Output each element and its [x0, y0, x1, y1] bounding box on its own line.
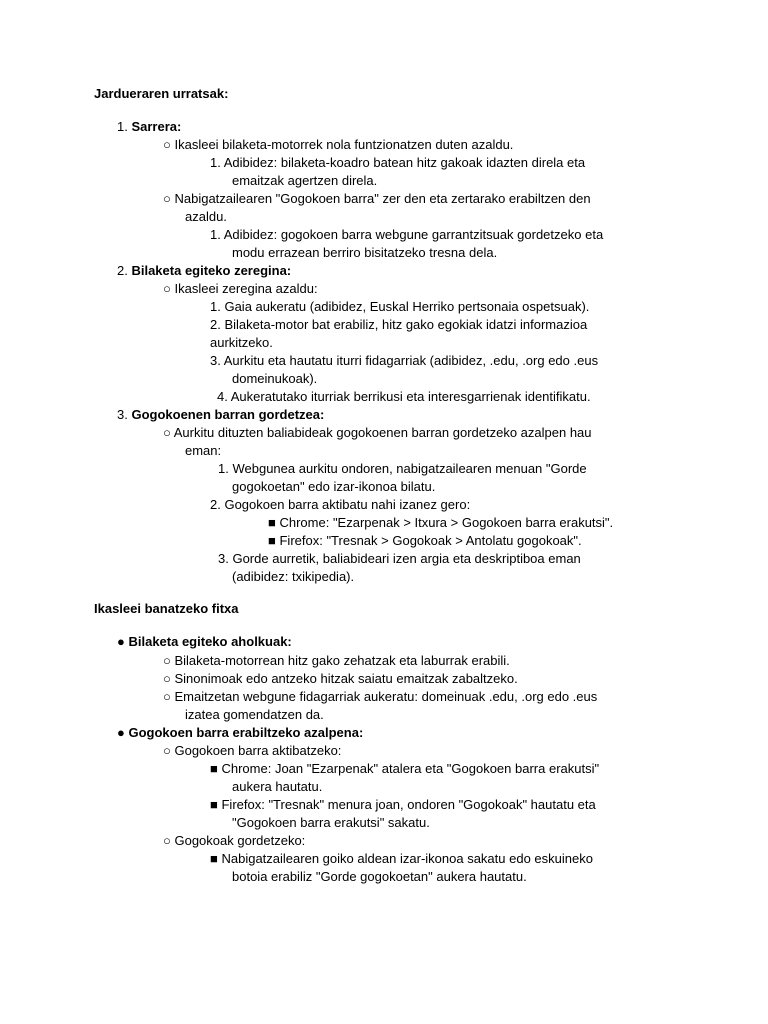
list-item-text: Adibidez: gogokoen barra webgune garrantzitsuak gordetzeko eta: [223, 227, 604, 242]
handout-line: [163, 742, 341, 760]
handout-line: [210, 850, 593, 868]
list-marker: ○: [163, 743, 171, 758]
list-item-text: modu errazean berriro bisitatzeko tresna dela.: [232, 245, 498, 260]
list-item-text: aurkitzeko.: [210, 335, 273, 350]
steps-line: [268, 514, 613, 532]
list-marker: ○: [163, 425, 171, 440]
list-marker: 1.: [117, 119, 128, 134]
list-item-text: Ikasleei zeregina azaldu:: [174, 281, 318, 296]
list-marker: ○: [163, 281, 171, 296]
handout-line: [163, 652, 510, 670]
list-marker: ○: [163, 191, 171, 206]
list-item-text: Chrome: "Ezarpenak > Itxura > Gogokoen barra erakutsi".: [279, 515, 614, 530]
steps-line: [268, 532, 582, 550]
list-item-text: Aukeratutako iturriak berrikusi eta interesgarrienak identifikatu.: [230, 389, 591, 404]
list-marker: 3.: [218, 551, 229, 566]
steps-line: [163, 280, 318, 298]
handout-line: [210, 796, 596, 814]
section-heading-handout: Ikasleei banatzeko fitxa: [94, 601, 239, 616]
list-marker: 1.: [210, 299, 221, 314]
list-item-text: Ikasleei bilaketa-motorrek nola funtzionatzen duten azaldu.: [174, 137, 514, 152]
list-marker: 4.: [217, 389, 228, 404]
list-item-text: Firefox: "Tresnak > Gogokoak > Antolatu gogokoak".: [279, 533, 582, 548]
handout-line: [232, 814, 430, 832]
handout-line: [163, 670, 518, 688]
list-marker: 2.: [117, 263, 128, 278]
list-item-text: "Gogokoen barra erakutsi" sakatu.: [232, 815, 430, 830]
list-item-title: Gogokoen barra erabiltzeko azalpena:: [128, 725, 364, 740]
list-marker: ■: [210, 761, 218, 776]
list-item-text: Emaitzetan webgune fidagarriak aukeratu: domeinuak .edu, .org edo .eus: [174, 689, 598, 704]
list-marker: ●: [117, 634, 125, 649]
list-item-text: Webgunea aurkitu ondoren, nabigatzailearen menuan "Gorde: [232, 461, 587, 476]
list-item-text: Aurkitu dituzten baliabideak gogokoenen barran gordetzeko azalpen hau: [173, 425, 592, 440]
list-item-title: Gogokoenen barran gordetzea:: [131, 407, 325, 422]
list-item-text: Gogokoak gordetzeko:: [174, 833, 306, 848]
steps-line: [232, 172, 377, 190]
list-marker: ○: [163, 671, 171, 686]
list-marker: 2.: [210, 497, 221, 512]
list-item-text: Gogokoen barra aktibatzeko:: [174, 743, 342, 758]
list-item-text: Adibidez: bilaketa-koadro batean hitz gakoak idazten direla eta: [223, 155, 586, 170]
list-item-text: Aurkitu eta hautatu iturri fidagarriak (adibidez, .edu, .org edo .eus: [223, 353, 599, 368]
steps-line: [185, 442, 221, 460]
list-item-text: (adibidez: txikipedia).: [232, 569, 355, 584]
steps-line: [232, 370, 317, 388]
list-marker: ○: [163, 137, 171, 152]
list-marker: 1.: [218, 461, 229, 476]
handout-line: [210, 760, 599, 778]
handout-line: [185, 706, 324, 724]
list-item-text: gogokoetan" edo izar-ikonoa bilatu.: [232, 479, 436, 494]
steps-line: [163, 190, 591, 208]
steps-line: [185, 208, 227, 226]
steps-line: [117, 262, 291, 280]
list-item-text: Gorde aurretik, baliabideari izen argia eta deskriptiboa eman: [232, 551, 581, 566]
list-item-text: Firefox: "Tresnak" menura joan, ondoren "Gogokoak" hautatu eta: [221, 797, 596, 812]
list-marker: 1.: [210, 227, 221, 242]
list-item-text: Bilaketa-motor bat erabiliz, hitz gako egokiak idatzi informazioa: [224, 317, 588, 332]
steps-line: [217, 388, 591, 406]
handout-line: [117, 633, 292, 651]
steps-line: [210, 316, 587, 334]
list-marker: ○: [163, 833, 171, 848]
list-item-text: eman:: [185, 443, 222, 458]
list-item-title: Sarrera:: [131, 119, 182, 134]
list-item-text: botoia erabiliz "Gorde gogokoetan" aukera hautatu.: [232, 869, 527, 884]
list-item-text: domeinukoak).: [232, 371, 318, 386]
list-item-text: Gogokoen barra aktibatu nahi izanez gero:: [224, 497, 471, 512]
steps-line: [210, 496, 470, 514]
steps-line: [218, 460, 587, 478]
steps-line: [210, 334, 273, 352]
list-item-title: Bilaketa egiteko zeregina:: [131, 263, 292, 278]
list-item-text: Sinonimoak edo antzeko hitzak saiatu emaitzak zabaltzeko.: [174, 671, 518, 686]
section-heading-steps: Jardueraren urratsak:: [94, 86, 229, 101]
steps-line: [117, 406, 324, 424]
list-marker: ■: [210, 797, 218, 812]
steps-line: [163, 136, 513, 154]
steps-line: [210, 298, 589, 316]
list-item-text: Nabigatzailearen "Gogokoen barra" zer den eta zertarako erabiltzen den: [174, 191, 591, 206]
list-marker: ●: [117, 725, 125, 740]
list-marker: ■: [268, 533, 276, 548]
steps-line: [218, 550, 581, 568]
handout-line: [117, 724, 363, 742]
steps-line: [232, 478, 435, 496]
steps-line: [210, 154, 585, 172]
handout-line: [163, 688, 597, 706]
list-item-text: emaitzak agertzen direla.: [232, 173, 378, 188]
handout-line: [163, 832, 305, 850]
list-marker: 2.: [210, 317, 221, 332]
list-marker: ○: [163, 653, 171, 668]
list-marker: 3.: [117, 407, 128, 422]
list-item-text: aukera hautatu.: [232, 779, 323, 794]
steps-line: [210, 352, 598, 370]
list-item-text: azaldu.: [185, 209, 227, 224]
list-item-text: Bilaketa-motorrean hitz gako zehatzak eta laburrak erabili.: [174, 653, 510, 668]
handout-line: [232, 868, 527, 886]
list-item-text: izatea gomendatzen da.: [185, 707, 324, 722]
steps-line: [232, 244, 497, 262]
list-item-text: Nabigatzailearen goiko aldean izar-ikonoa sakatu edo eskuineko: [221, 851, 593, 866]
list-marker: ○: [163, 689, 171, 704]
list-item-text: Chrome: Joan "Ezarpenak" atalera eta "Gogokoen barra erakutsi": [221, 761, 600, 776]
list-marker: ■: [210, 851, 218, 866]
list-item-text: Gaia aukeratu (adibidez, Euskal Herriko pertsonaia ospetsuak).: [224, 299, 590, 314]
list-marker: 3.: [210, 353, 221, 368]
steps-line: [163, 424, 592, 442]
list-marker: 1.: [210, 155, 221, 170]
steps-line: [210, 226, 603, 244]
handout-line: [232, 778, 322, 796]
list-item-title: Bilaketa egiteko aholkuak:: [128, 634, 292, 649]
steps-line: [232, 568, 354, 586]
list-marker: ■: [268, 515, 276, 530]
steps-line: [117, 118, 181, 136]
